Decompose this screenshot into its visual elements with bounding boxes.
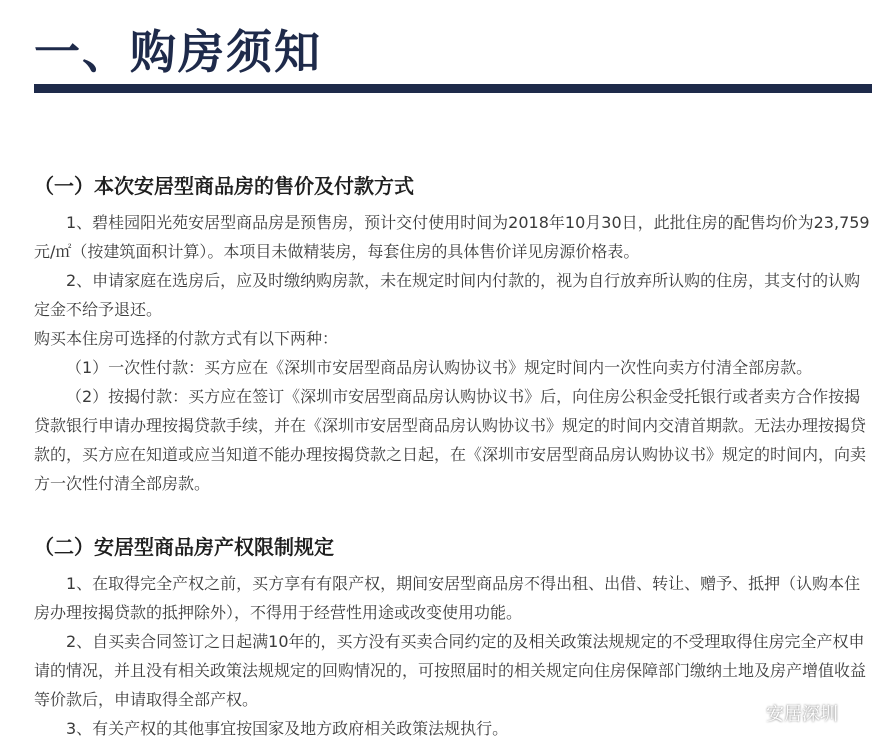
section-heading: （二）安居型商品房产权限制规定 (34, 535, 334, 559)
section-price-payment (34, 172, 876, 498)
paragraph: 购买本住房可选择的付款方式有以下两种： (34, 329, 339, 348)
paragraph: 2、自买卖合同签订之日起满10年的，买方没有买卖合同约定的及相关政策法规规定的不受理取得住房完全产权申请的情况，并且没有相关政策法规规定的回购情况的，可按照届时的相关规定向住房保障部门缴纳土地及房产增值收益等价款后，申请取得全部产权。 (34, 632, 867, 709)
section-heading: （一）本次安居型商品房的售价及付款方式 (34, 174, 414, 198)
title-underline (34, 84, 872, 93)
page-title: 一、购房须知 (34, 25, 322, 79)
paragraph: （2）按揭付款：买方应在签订《深圳市安居型商品房认购协议书》后，向住房公积金受托银行或者卖方合作按揭贷款银行申请办理按揭贷款手续，并在《深圳市安居型商品房认购协议书》规定的时间内交清首期款。无法办理按揭贷款的，买方应在知道或应当知道不能办理按揭贷款之日起，在《深圳市安居型商品房认购协议书》规定的时间内，向卖方一次性付清全部房款。 (34, 387, 867, 493)
watermark-text: 安居深圳 (766, 704, 838, 725)
wechat-icon (732, 703, 758, 723)
paragraph: 1、碧桂园阳光苑安居型商品房是预售房，预计交付使用时间为2018年10月30日，此批住房的配售均价为23,759元/㎡（按建筑面积计算）。本项目未做精装房，每套住房的具体售价详见房源价格表。 (34, 213, 870, 261)
paragraph: 1、在取得完全产权之前，买方享有有限产权，期间安居型商品房不得出租、出借、转让、赠予、抵押（认购本住房办理按揭贷款的抵押除外），不得用于经营性用途或改变使用功能。 (34, 574, 861, 622)
paragraph: 2、申请家庭在选房后，应及时缴纳购房款，未在规定时间内付款的，视为自行放弃所认购的住房，其支付的认购定金不给予退还。 (34, 271, 861, 319)
paragraph: 3、有关产权的其他事宜按国家及地方政府相关政策法规执行。 (66, 719, 509, 738)
watermark (732, 700, 838, 726)
paragraph: （1）一次性付款：买方应在《深圳市安居型商品房认购协议书》规定时间内一次性向卖方付清全部房款。 (66, 358, 813, 377)
